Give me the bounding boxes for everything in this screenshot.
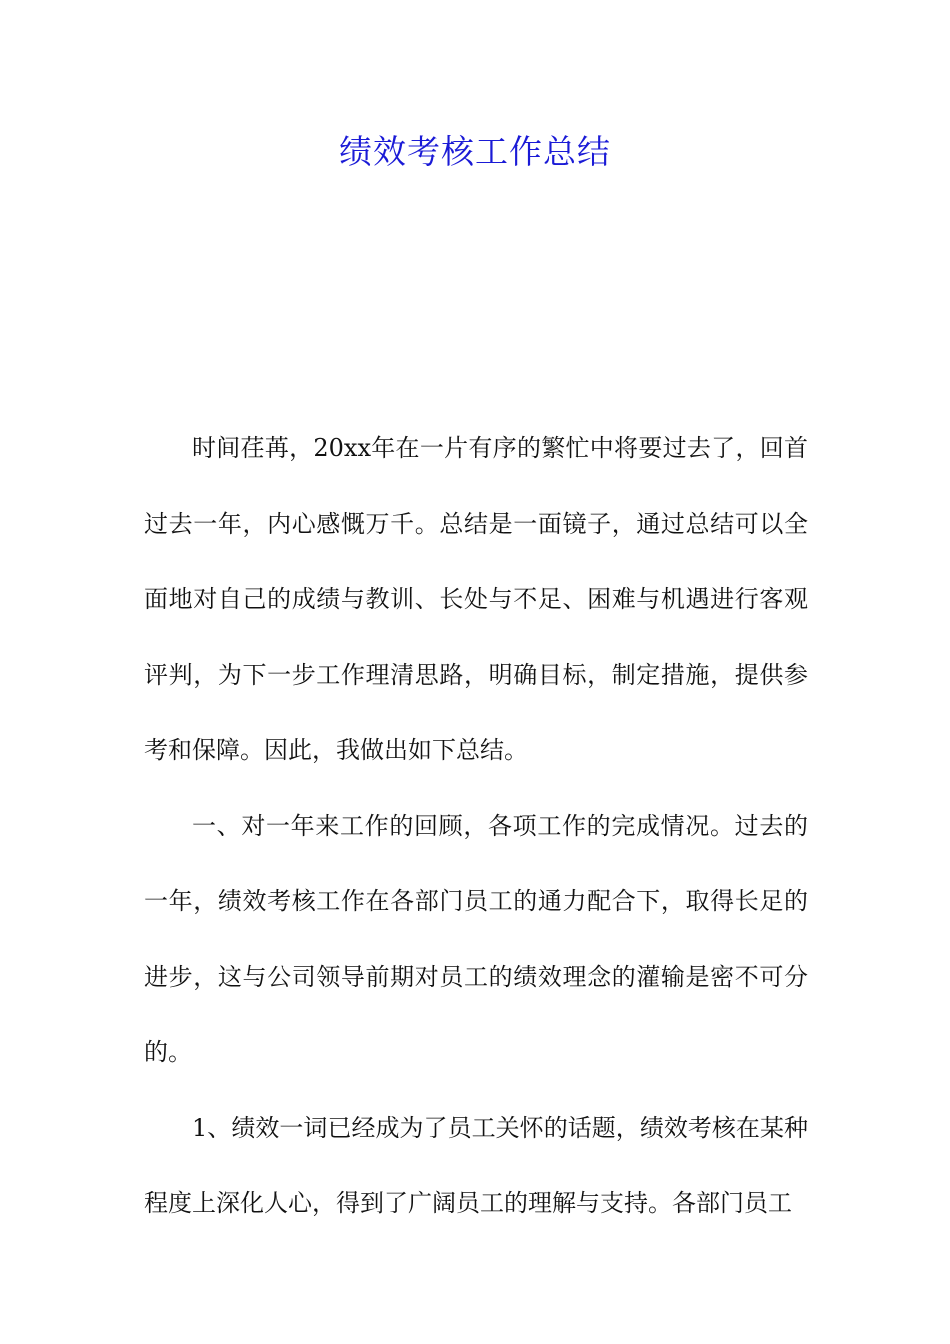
document-body — [144, 411, 808, 1242]
document-title: 绩效考核工作总结 — [339, 132, 611, 171]
paragraph-item-one: 1、绩效一词已经成为了员工关怀的话题，绩效考核在某种程度上深化人心，得到了广阔员工的理解与支持。各部门员工 — [144, 1113, 808, 1217]
paragraph-section-one: 一、对一年来工作的回顾，各项工作的完成情况。过去的一年，绩效考核工作在各部门员工的通力配合下，取得长足的进步，这与公司领导前期对员工的绩效理念的灌输是密不可分的。 — [144, 811, 808, 1066]
paragraph-intro: 时间荏苒，20xx年在一片有序的繁忙中将要过去了，回首过去一年，内心感慨万千。总结是一面镜子，通过总结可以全面地对自己的成绩与教训、长处与不足、困难与机遇进行客观评判，为下一步工作理清思路，明确目标，制定措施，提供参考和保障。因此，我做出如下总结。 — [144, 434, 808, 764]
